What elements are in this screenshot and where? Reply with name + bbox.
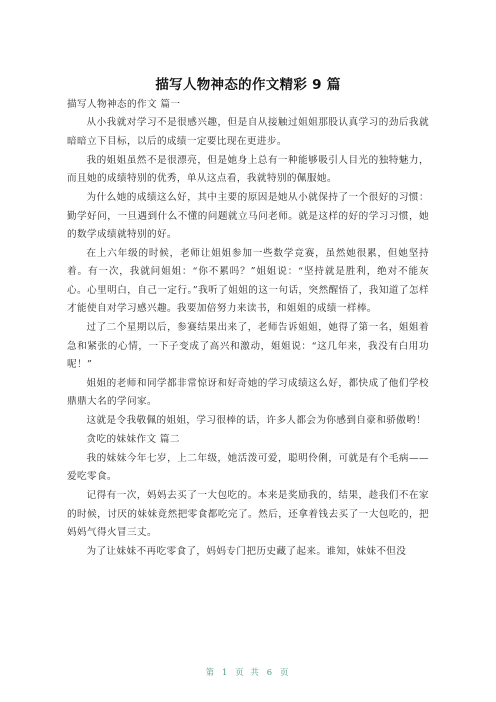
paragraph: 为了让妹妹不再吃零食了，妈妈专门把历史藏了起来。谁知，妹妹不但没	[86, 546, 407, 558]
footer-suffix: 页	[280, 667, 291, 677]
footer-prefix: 第	[205, 667, 216, 677]
paragraph: 我的姐姐虽然不是很漂亮，但是她身上总有一种能够吸引人目光的独特魅力，而且她的成绩特别的优秀，单从这点看，我就特别的佩服她。	[67, 154, 429, 185]
paragraph: 为什么她的成绩这么好，其中主要的原因是她从小就保持了一个很好的习惯：勤学好问，一旦遇到什么不懂的问题就立马问老师。就是这样的好的学习习惯，她的数学成绩就特别的好。	[67, 192, 429, 241]
document-body	[67, 96, 429, 562]
page-footer	[0, 666, 496, 678]
section-heading: 贪吃的妹妹作文 篇二	[86, 434, 180, 446]
paragraph: 从小我就对学习不是很感兴趣，但是自从接触过姐姐那股认真学习的劲后我就暗暗立下目标，以后的成绩一定要比现在更进步。	[67, 117, 429, 147]
paragraph: 我的妹妹今年七岁，上二年级，她活泼可爱，聪明伶俐，可就是有个毛病——爱吃零食。	[67, 452, 429, 483]
paragraph: 在上六年级的时候，老师让姐姐参加一些数学竞赛，虽然她很累，但她坚持着。有一次，我就问姐姐：“你不累吗？”姐姐说：“坚持就是胜利，绝对不能灰心。心里明白，自己一定行。”我听了姐姐的这一句话，突然醒悟了，我知道了怎样才能使自对学习感兴趣。我要加倍努力来读书，和姐姐的成绩一样棒。	[67, 248, 429, 315]
footer-middle: 页 共	[235, 667, 261, 677]
paragraph: 这就是令我敬佩的姐姐，学习很棒的话，许多人都会为你感到自豪和骄傲哟！	[86, 415, 427, 427]
footer-total-pages: 6	[266, 667, 275, 677]
section-heading: 描写人物神态的作文 篇一	[67, 99, 181, 110]
paragraph: 记得有一次，妈妈去买了一大包吃的。本来是奖励我的，结果，趁我们不在家的时候，讨厌的妹妹竟然把零食都吃完了。然后，还拿着钱去买了一大包吃的，把妈妈气得火冒三丈。	[67, 490, 429, 539]
footer-page-number: 1	[221, 667, 230, 677]
paragraph: 过了二个星期以后，参赛结果出来了，老师告诉姐姐，她得了第一名，姐姐着急和紧张的心情，一下子变成了高兴和激动，姐姐说：“这几年来，我没有白用功呢！”	[67, 322, 429, 371]
paragraph: 姐姐的老师和同学都非常惊讶和好奇她的学习成绩这么好，都快成了他们学校鼎鼎大名的学问家。	[67, 378, 429, 408]
document-title: 描写人物神态的作文精彩 9 篇	[155, 77, 341, 93]
